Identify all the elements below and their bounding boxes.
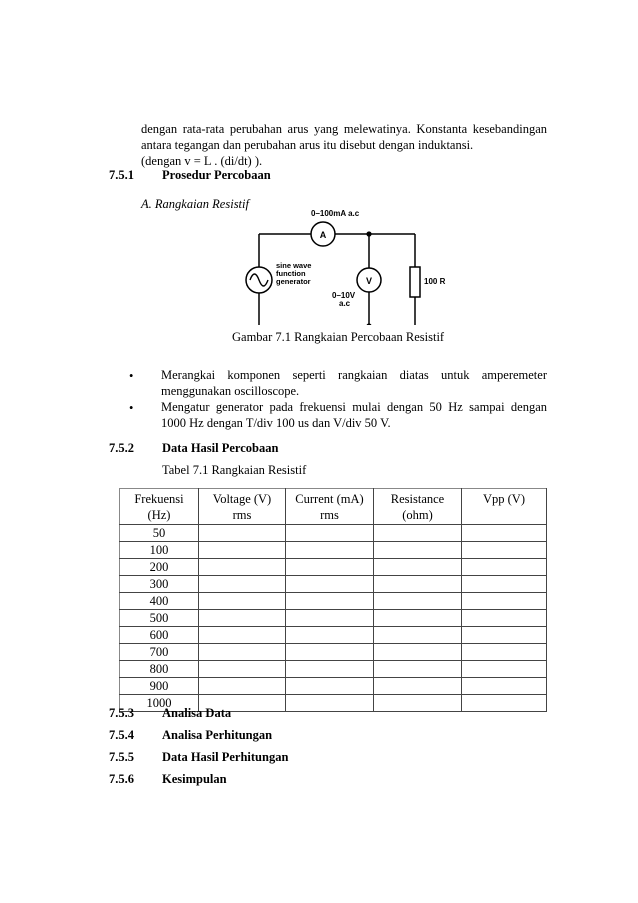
empty-cell xyxy=(462,661,547,678)
table-row xyxy=(120,661,547,678)
empty-cell xyxy=(462,644,547,661)
section-number: 7.5.6 xyxy=(109,772,134,786)
empty-cell xyxy=(374,644,462,661)
intro-line-1: dengan rata-rata perubahan arus yang melewatinya. Konstanta kesebandingan xyxy=(141,122,547,136)
section-7-5-2-heading xyxy=(109,441,278,456)
voltmeter-range-2: a.c xyxy=(339,299,351,308)
empty-cell xyxy=(374,593,462,610)
empty-cell xyxy=(286,695,374,712)
empty-cell xyxy=(286,576,374,593)
section-7-5-5-heading xyxy=(109,750,288,765)
bullet-1-line-2: menggunakan oscilloscope. xyxy=(161,384,300,398)
section-number: 7.5.2 xyxy=(109,441,134,455)
frequency-cell: 300 xyxy=(120,576,199,593)
empty-cell xyxy=(374,559,462,576)
frequency-cell: 50 xyxy=(120,525,199,542)
table-header-row xyxy=(120,489,547,525)
frequency-cell: 1000 xyxy=(120,695,199,712)
empty-cell xyxy=(462,593,547,610)
empty-cell xyxy=(462,627,547,644)
frequency-cell: 900 xyxy=(120,678,199,695)
section-7-5-1-heading xyxy=(109,168,271,183)
empty-cell xyxy=(374,542,462,559)
empty-cell xyxy=(462,542,547,559)
empty-cell xyxy=(199,525,286,542)
empty-cell xyxy=(286,678,374,695)
frequency-cell: 600 xyxy=(120,627,199,644)
section-number: 7.5.4 xyxy=(109,728,134,742)
empty-cell xyxy=(462,610,547,627)
frequency-cell: 100 xyxy=(120,542,199,559)
section-title: Data Hasil Perhitungan xyxy=(162,750,289,764)
generator-label-2: function xyxy=(276,269,306,278)
generator-label-1: sine wave xyxy=(276,261,312,270)
empty-cell xyxy=(199,593,286,610)
empty-cell xyxy=(374,678,462,695)
subsection-a-title: A. Rangkaian Resistif xyxy=(141,197,249,211)
section-title: Data Hasil Percobaan xyxy=(162,441,279,455)
intro-line-2: antara tegangan dan perubahan arus itu disebut dengan induktansi. xyxy=(141,138,474,152)
frequency-cell: 700 xyxy=(120,644,199,661)
junction-dot-top xyxy=(366,231,371,236)
junction-dot-bottom xyxy=(366,323,371,325)
section-7-5-4-heading xyxy=(109,728,272,743)
bullet-2-symbol: • xyxy=(129,401,134,415)
empty-cell xyxy=(199,542,286,559)
table-row xyxy=(120,542,547,559)
header-vpp: Vpp (V) xyxy=(462,489,547,525)
table-row xyxy=(120,627,547,644)
intro-line-3: (dengan v = L . (di/dt) ). xyxy=(141,154,263,168)
empty-cell xyxy=(199,559,286,576)
empty-cell xyxy=(199,678,286,695)
table-row xyxy=(120,610,547,627)
frequency-cell: 800 xyxy=(120,661,199,678)
bullet-1-symbol: • xyxy=(129,369,134,383)
empty-cell xyxy=(286,644,374,661)
empty-cell xyxy=(286,593,374,610)
empty-cell xyxy=(286,559,374,576)
data-table xyxy=(119,488,547,712)
empty-cell xyxy=(462,695,547,712)
empty-cell xyxy=(374,525,462,542)
section-title: Kesimpulan xyxy=(162,772,227,786)
table-row xyxy=(120,644,547,661)
section-number: 7.5.3 xyxy=(109,706,134,720)
empty-cell xyxy=(199,576,286,593)
empty-cell xyxy=(462,576,547,593)
table-row xyxy=(120,678,547,695)
empty-cell xyxy=(286,610,374,627)
voltmeter-range-1: 0–10V xyxy=(332,291,356,300)
ammeter-label: A xyxy=(319,230,327,240)
resistor-symbol xyxy=(410,267,420,297)
generator-label-3: generator xyxy=(276,277,311,286)
empty-cell xyxy=(286,627,374,644)
circuit-diagram xyxy=(225,205,465,325)
header-resistance: Resistance (ohm) xyxy=(374,489,462,525)
resistor-label: 100 R xyxy=(424,277,446,286)
empty-cell xyxy=(462,525,547,542)
empty-cell xyxy=(462,678,547,695)
section-7-5-3-heading xyxy=(109,706,231,721)
bullet-2-line-2: 1000 Hz dengan T/div 100 us dan V/div 50 V. xyxy=(161,416,391,430)
empty-cell xyxy=(374,695,462,712)
empty-cell xyxy=(199,661,286,678)
header-frekuensi: Frekuensi (Hz) xyxy=(120,489,199,525)
bullet-2-line-1: Mengatur generator pada frekuensi mulai dengan 50 Hz sampai dengan xyxy=(161,400,547,414)
figure-caption: Gambar 7.1 Rangkaian Percobaan Resistif xyxy=(232,330,445,344)
empty-cell xyxy=(374,610,462,627)
empty-cell xyxy=(374,576,462,593)
empty-cell xyxy=(199,610,286,627)
section-number: 7.5.1 xyxy=(109,168,134,182)
frequency-cell: 200 xyxy=(120,559,199,576)
empty-cell xyxy=(286,661,374,678)
table-row xyxy=(120,559,547,576)
voltmeter-label: V xyxy=(365,276,373,286)
empty-cell xyxy=(374,627,462,644)
empty-cell xyxy=(286,525,374,542)
section-7-5-6-heading xyxy=(109,772,227,787)
header-voltage: Voltage (V) rms xyxy=(199,489,286,525)
section-title: Prosedur Percobaan xyxy=(162,168,271,182)
section-number: 7.5.5 xyxy=(109,750,134,764)
table-row xyxy=(120,576,547,593)
frequency-cell: 500 xyxy=(120,610,199,627)
ammeter-range-label: 0–100mA a.c xyxy=(311,209,360,218)
bullet-1-line-1: Merangkai komponen seperti rangkaian diatas untuk amperemeter xyxy=(161,368,547,382)
table-caption: Tabel 7.1 Rangkaian Resistif xyxy=(162,463,307,477)
section-title: Analisa Perhitungan xyxy=(162,728,273,742)
empty-cell xyxy=(286,542,374,559)
empty-cell xyxy=(199,644,286,661)
header-current: Current (mA) rms xyxy=(286,489,374,525)
empty-cell xyxy=(462,559,547,576)
section-title: Analisa Data xyxy=(162,706,232,720)
empty-cell xyxy=(374,661,462,678)
empty-cell xyxy=(199,627,286,644)
table-row xyxy=(120,525,547,542)
table-row xyxy=(120,593,547,610)
frequency-cell: 400 xyxy=(120,593,199,610)
